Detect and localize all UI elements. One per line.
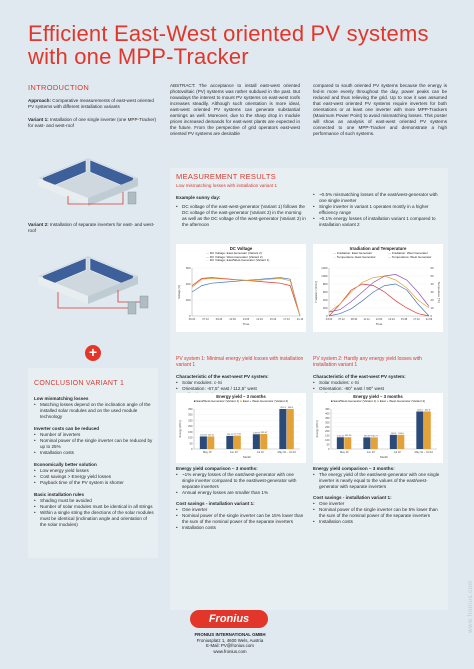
bar [279,409,286,449]
y-tick-label: 250 [325,425,330,429]
measurement-right-bullets [313,192,443,228]
conclusion-group-title: Low mismatching losses [34,396,89,401]
bar1-legend-entry: East/West-Generator (Variant 1) [196,399,240,403]
y-tick-label: 100 [325,439,330,443]
bar2-title: Energy yield – 3 months [353,394,403,399]
system2-char-item: • Solar modules: c-Si [313,380,443,386]
system1-char-item: • Orientation: -67,5° east / 112,5° west [176,386,306,392]
bar-value-label: 131.07 [260,432,268,435]
x-axis-label: Month [243,455,251,459]
x-tick-label: 21:09 [425,318,433,321]
irr-chart-title: Irradiation and Temperature [349,246,407,251]
measurement-bullet: • ~0.1% energy losses of installation variant 1 compared to installation variant 2 [313,216,443,228]
conclusion-section [34,381,154,528]
y-right-tick-label: 40 [430,282,434,286]
system1-cost-item: • Nominal power of the single inverter can be 15% lower than the sum of the nominal power of the separate inverters [176,513,306,525]
conclusion-group-list [34,402,154,420]
x-tick-label: 07:13 [202,318,209,321]
abstract-column-1: ABSTRACT: The acceptance to install east-west oriented photovoltaic (PV) systems was rather subdued in the past. But nowadays the interest to mount PV systems on east-west roofs increases steadily. Although such orientation is more ideal, east-west oriented PV systems can generate substantial earnings as well. Moreover, due to the sharp drop in module prices increased demands for east-west plants are expected in the future. From the perspective of grid operators east-west oriented PV systems are desirable [170,83,300,136]
system1-char-item: • Solar modules: c-Si [176,380,306,386]
conclusion-group-title: Economically better solution [34,462,97,467]
bar [226,433,234,449]
y-tick-label: 1000 [321,274,328,278]
measurement-bullet: • ~0.5% mismatching losses of the east/west-generator with one single inverter [313,192,443,204]
dc-legend-entry: — DC Voltage: West-Generator (Variant 2) [206,254,263,259]
y-tick-label: 200 [325,430,330,434]
y-tick-label: 150 [325,434,330,438]
bar2-legend: ■ East/West-Generator (Variant 1) ■ East + West-Generator (Variant 2) [330,399,426,403]
y-right-tick-label: 0 [430,314,433,318]
y-tick-label: 600 [185,266,191,270]
variant1-label: Variant 1: [28,117,49,122]
y-right-tick-label: 30 [430,290,434,294]
bar-value-label: 130.71 [371,435,378,438]
conclusion-item: • Cost savings > Energy yield losses [34,474,154,480]
measurement-heading: MEASUREMENT RESULTS [176,172,277,181]
conclusion-group-title: Basic installation rules [34,492,85,497]
x-tick-label: Jul 10 [256,451,264,454]
y-tick-label: 100 [188,436,193,440]
series-line [192,278,300,316]
y-tick-label: 250 [188,419,193,423]
y-tick-label: 450 [325,408,330,411]
system2-details [313,466,443,525]
x-tick-label: 07:12 [338,318,345,321]
irr-legend-entry: — Irradiation: West Generator [388,251,428,255]
y-axis-label: Energy [kWh] [315,420,319,438]
y-axis-label: Irradiation [W/m²] [314,281,318,303]
y-tick-label: 800 [322,282,328,286]
y-tick-label: 400 [325,412,330,416]
example-bullets [176,204,306,228]
bar1-legend: ■ East/West-Generator (Variant 1) ■ East + West-Generator (Variant 2) [193,399,289,403]
conclusion-item: • Nominal power of the single inverter can be reduced by up to 25% [34,438,154,450]
bar [344,437,351,449]
system2-cost-list [313,501,443,525]
conclusion-group-title: Inverter costs can be reduced [34,426,100,431]
system1-cost-item: • Installation costs [176,525,306,531]
conclusion-heading: CONCLUSION VARIANT 1 [34,380,125,387]
irr-legend-entry: — Temperature: East Generator [333,254,376,259]
y-tick-label: 200 [188,425,193,429]
system1-cost-list [176,507,306,531]
irradiation-chart [313,244,443,332]
x-tick-label: May 10 [339,451,349,454]
y-tick-label: 400 [185,282,191,286]
system1-details [176,466,306,531]
variant1-roof-illustration [28,148,158,208]
dc-chart-title: DC Voltage [229,246,253,251]
y-tick-label: 600 [322,290,328,294]
irr-chart-legend [333,252,443,259]
bar1-legend-entry: East + West-Generator (Variant 2) [242,399,289,403]
variant1-text: Installation of one single inverter (one MPP-Tracker) for east- and west-roof [28,117,157,128]
x-tick-label: 14:33 [256,318,263,321]
variant2-text: Installation of separate inverters for east- and west-roof [28,222,155,233]
y-tick-label: 350 [325,416,330,420]
x-tick-label: Jul 10 [393,451,401,454]
system2-char-label: Characteristic of the east-west PV system: [313,374,406,379]
x-tick-label: 14:24 [388,318,395,321]
poster-title: Efficient East-West oriented PV systems with one MPP-Tracker [28,21,429,69]
x-tick-label: May 10 – Jul 10 [414,451,433,454]
x-tick-label: 10:39 [229,318,236,321]
y-tick-label: 200 [185,298,191,302]
y-right-tick-label: 50 [430,274,434,278]
y-tick-label: 50 [326,443,330,447]
bar-value-label: 358.5 [287,407,294,409]
dc-legend-entry: — DC Voltage: East-Generator (Variant 2) [206,251,262,255]
conclusion-item: • Number of solar modules must be identical in all strings [34,504,154,510]
fronius-logo: Fronius [190,610,268,628]
system2-cost-item: • Installation costs [313,519,443,525]
introduction-heading: INTRODUCTION [28,83,90,92]
bar-value-label: 422.2 [417,409,423,412]
dc-chart-legend [206,252,306,263]
system1-comp-list [176,472,306,496]
measurement-subheading: Low mismatching losses with installation variant 1 [176,183,278,188]
conclusion-group-list [34,432,154,456]
y-tick-label: 300 [325,421,330,425]
y-tick-label: 300 [188,413,193,417]
bar [287,409,294,449]
irr-chart-plot [313,264,443,330]
conclusion-item: • Matching losses depend on the inclination angle of the installed solar modules and on the used module technology [34,402,154,420]
energy-yield-chart-1 [176,393,306,463]
plus-icon: + [85,345,101,361]
footer-address [150,632,310,654]
bar [234,433,241,449]
bar [416,411,423,449]
system2-comp-label: Energy yield comparison – 3 months: [313,466,395,471]
system1-heading: PV system 1: Minimal energy yield losses with installation variant 1 [176,356,304,368]
measurement-header [176,172,444,189]
bar-value-label: 159.5 [390,432,397,435]
x-axis-label: Time [242,322,250,326]
system2-comp-list [313,472,443,490]
variant2-paragraph [28,222,158,234]
system2-cost-item: • One inverter [313,501,443,507]
side-url: www.fronius.com [468,580,474,633]
dc-voltage-chart [176,244,306,332]
example-label: Example sunny day: [176,195,221,200]
bar-value-label: 351.3 [280,407,286,409]
bar [390,432,397,449]
x-tick-label: 17:13 [283,318,290,321]
y-tick-label: 0 [188,314,191,318]
x-tick-label: 12:00 [375,318,383,321]
system1-comp-item: • ~1% energy losses of the east/west-generator with one single inverter compared to the east/west-generator with separate inverters [176,472,306,490]
approach-paragraph [28,98,158,110]
introduction-section [28,83,158,129]
conclusion-item: • Shading must be avoided [34,498,154,504]
y-tick-label: 200 [322,306,328,310]
bar-value-label: 117.33 [234,433,241,436]
bar [253,434,260,449]
x-axis-label: Month [380,455,388,459]
y-tick-label: 0 [191,448,193,451]
system1-comp-label: Energy yield comparison – 3 months: [176,466,258,471]
system1-cost-item: • One inverter [176,507,306,513]
variant2-label: Variant 2: [28,222,49,227]
footer-web: www.fronius.com [213,648,247,654]
bar-value-label: 132.12 [337,435,344,438]
bar [363,437,370,449]
system2-comp-item: • The energy yield of the east/west-generator with one single inverter is nearly equal to the values of the east/west-generator with separate inverters [313,472,443,490]
irr-legend-entry: — Temperature: West Generator [388,254,432,259]
conclusion-group-list [34,468,154,486]
x-tick-label: May 10 – Jul 10 [277,451,296,454]
variant1-paragraph [28,117,158,129]
y-axis-label: Energy [kWh] [178,420,182,438]
x-tick-label: 13:06 [242,318,250,321]
x-tick-label: May 10 [202,451,212,454]
x-tick-label: 08:30 [350,318,358,321]
x-tick-label: 15:43 [269,318,277,321]
bar [337,437,344,449]
y-tick-label: 350 [188,408,193,411]
bar-value-label: 130.59 [363,435,371,438]
conclusion-item: • Low energy yield losses [34,468,154,474]
x-tick-label: 17:12 [413,318,420,321]
approach-label: Approach: [28,98,51,103]
example-bullet: • DC voltage of the east-west-generator (Variant 1) follows the DC voltage of the east-generator (Variant 2) in the morning as well as the DC voltage of the west-generator (Variant 2) in the afternoon [176,204,306,228]
bar-value-label: 128.97 [253,432,260,435]
y-right-tick-label: 20 [430,298,434,302]
energy-yield-chart-2 [313,393,443,463]
bar-value-label: 422.6 [424,409,431,412]
bar [260,434,267,449]
x-tick-label: 21:16 [296,318,304,321]
y-tick-label: 50 [189,442,193,446]
system2-cost-label: Cost savings - installation variant 1: [313,495,392,500]
dc-chart-plot [176,264,306,330]
bar1-title: Energy yield – 3 months [216,394,266,399]
bar2-legend-entry: East + West-Generator (Variant 2) [379,399,426,403]
bar [424,411,431,449]
x-tick-label: 04:00 [325,318,333,321]
conclusion-item: • Installation costs [34,450,154,456]
y-axis-label: Voltage [V] [177,285,181,299]
measurement-bullet: • Single inverter in variant 1 operates mostly in a higher efficiency range [313,204,443,216]
y-tick-label: 1200 [321,266,328,270]
example-block [176,195,306,228]
system1-char-label: Characteristic of the east-west PV system: [176,374,269,379]
system2-heading: PV system 2: Hardly any energy yield losses with installation variant 1 [313,356,422,368]
footer-company: FRONIUS INTERNATIONAL GMBH [194,632,266,637]
conclusion-item: • Payback time of the PV system is shorter [34,480,154,486]
x-tick-label: 11:12 [363,318,370,321]
y-tick-label: 0 [328,448,330,451]
bar [371,437,378,449]
footer-street: Froniusplatz 1, 4600 Wels, Austria [196,637,264,643]
bar [200,436,207,449]
y-tick-label: 150 [188,430,193,434]
pv-system-2 [313,356,443,398]
series-line [329,274,429,312]
system1-comp-item: • Annual energy losses are smaller than 1% [176,490,306,496]
y-right-tick-label: 10 [430,306,434,310]
y-right-axis-label: Temperature [°C] [437,281,441,303]
x-tick-label: 09:26 [215,318,223,321]
abstract-column-2: compared to south oriented PV systems because the energy is fed-in more evenly throughout the day, power peaks can be reduced and thus relieving the grid. Up to now it was assumed that east-west oriented PV systems require inverters for both orientations or at least one inverter with more MPP-Trackers (Maximum Power Point) to avoid mismatching losses. This poster will show an analysis of east-west oriented PV systems connected to one MPP-Tracker and demonstrate a high performance of such systems. [313,83,447,136]
system2-cost-item: • Nominal power of the single inverter can be 5% lower than the sum of the nominal power of the separate inverters [313,507,443,519]
variant2-roof-illustration [28,242,158,317]
bar [207,436,214,449]
x-tick-label: 15:48 [400,318,408,321]
bar-value-label: 159.6 [398,432,404,435]
conclusion-group-list [34,498,154,528]
conclusion-item: • Within a single string the directions of the solar modules must be identical (inclination angle and orientation of the solar modules) [34,510,154,528]
x-axis-label: Time [375,322,383,326]
footer-email: E-Mail: PV@fronius.com [206,643,254,649]
system1-cost-label: Cost savings - installation variant 1: [176,501,255,506]
x-tick-label: Jun 10 [366,451,375,454]
bar-value-label: 110.03 [200,434,207,437]
bar-value-label: 110.11 [207,434,215,437]
dc-legend-entry: — DC Voltage: East/West-Generator (Variant 1) [206,258,270,263]
irr-legend-entry: — Irradiation: East Generator [333,251,373,255]
series-line [192,278,300,316]
pv-system-1 [176,356,306,398]
x-tick-label: Jun 10 [229,451,238,454]
approach-text: Comparative measurements of east-west oriented PV systems with different installation variants [28,98,154,109]
bar [397,432,404,449]
x-tick-label: 06:00 [188,318,196,321]
bar-value-label: 114.73 [226,433,234,436]
system2-char-item: • Orientation: -80° east / 90° west [313,386,443,392]
y-tick-label: 400 [322,298,328,302]
bar1-plot [176,403,306,463]
bar2-legend-entry: East/West-Generator (Variant 1) [333,399,377,403]
y-tick-label: 0 [325,314,328,318]
conclusion-item: • Number of inverters [34,432,154,438]
bar-value-label: 132.25 [344,435,352,438]
y-right-tick-label: 60 [430,266,434,270]
bar2-plot [313,403,443,463]
